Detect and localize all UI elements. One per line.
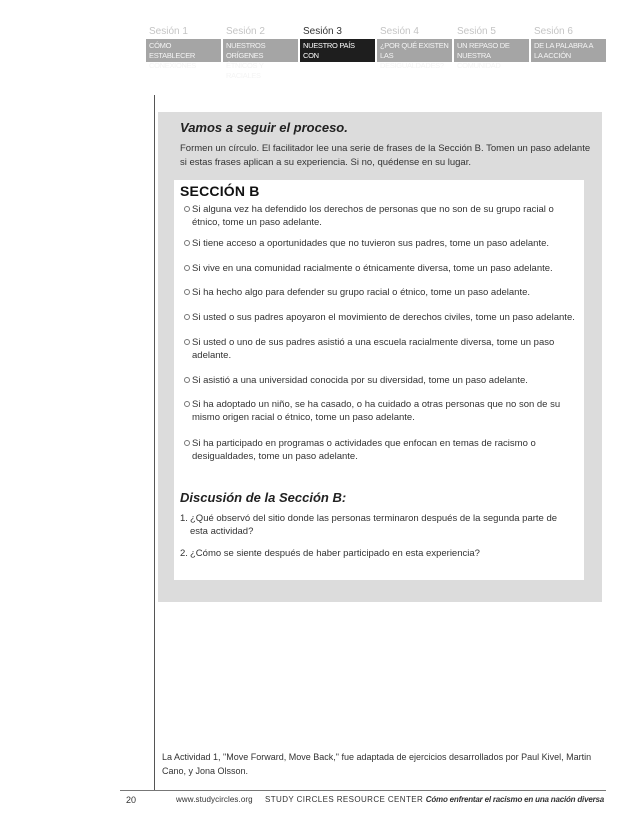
circle-bullet-icon bbox=[184, 206, 190, 212]
session-title: CÓMO ESTABLECER CONEXIONES bbox=[146, 39, 221, 62]
question-text: ¿Cómo se siente después de haber participado en esta experiencia? bbox=[190, 548, 480, 559]
page-footer bbox=[120, 793, 606, 807]
session-tab-6 bbox=[531, 25, 606, 62]
footer-rule bbox=[120, 790, 606, 791]
list-item-text: Si ha participado en programas o actividades que enfocan en temas de racismo o desigualdades, tome un paso adelante. bbox=[192, 438, 536, 462]
session-nav bbox=[146, 25, 606, 80]
list-item bbox=[184, 262, 576, 275]
circle-bullet-icon bbox=[184, 339, 190, 345]
discussion-heading: Discusión de la Sección B: bbox=[180, 490, 347, 505]
session-title: DE LA PALABRA A LA ACCIÓN bbox=[531, 39, 606, 62]
circle-bullet-icon bbox=[184, 401, 190, 407]
circle-bullet-icon bbox=[184, 377, 190, 383]
list-item bbox=[184, 311, 576, 324]
list-item-text: Si usted o uno de sus padres asistió a una escuela racialmente diversa, tome un paso adelante. bbox=[192, 337, 555, 361]
question-number: 1. bbox=[180, 513, 188, 524]
session-tab-2 bbox=[223, 25, 298, 80]
panel-intro: Formen un círculo. El facilitador lee una serie de frases de la Sección B. Tomen un paso adelante si estas frases aplican a su experiencia. Si no, quédense en su lugar. bbox=[180, 143, 591, 168]
list-item-text: Si ha hecho algo para defender su grupo racial o étnico, tome un paso adelante. bbox=[192, 287, 531, 298]
circle-bullet-icon bbox=[184, 289, 190, 295]
list-item-text: Si vive en una comunidad racialmente o étnicamente diversa, tome un paso adelante. bbox=[192, 263, 553, 274]
circle-bullet-icon bbox=[184, 265, 190, 271]
discussion-question bbox=[180, 547, 572, 560]
activity-panel bbox=[158, 112, 602, 602]
section-b-box bbox=[174, 180, 584, 580]
question-text: ¿Qué observó del sitio donde las personas terminaron después de la segunda parte de esta actividad? bbox=[190, 513, 558, 537]
footnote: La Actividad 1, "Move Forward, Move Back," fue adaptada de ejercicios desarrollados por Paul Kivel, Martin Cano, y Jona Olsson. bbox=[162, 752, 592, 776]
list-item-text: Si alguna vez ha defendido los derechos de personas que no son de su grupo racial o étnico, tome un paso adelante. bbox=[192, 204, 554, 228]
session-label: Sesión 6 bbox=[534, 26, 573, 37]
session-label: Sesión 3 bbox=[303, 26, 342, 37]
panel-heading: Vamos a seguir el proceso. bbox=[180, 120, 348, 135]
circle-bullet-icon bbox=[184, 240, 190, 246]
list-item-text: Si tiene acceso a oportunidades que no tuvieron sus padres, tome un paso adelante. bbox=[192, 238, 550, 249]
list-item bbox=[184, 203, 576, 229]
list-item bbox=[184, 398, 576, 424]
page-number: 20 bbox=[126, 795, 137, 805]
session-label: Sesión 1 bbox=[149, 26, 188, 37]
session-tab-4 bbox=[377, 25, 452, 70]
session-title: ¿POR QUÉ EXISTEN LAS DESIGUALDADES? bbox=[377, 39, 452, 62]
list-item bbox=[184, 437, 576, 463]
session-tab-5 bbox=[454, 25, 529, 70]
list-item bbox=[184, 374, 576, 387]
circle-bullet-icon bbox=[184, 314, 190, 320]
session-label: Sesión 4 bbox=[380, 26, 419, 37]
session-label: Sesión 5 bbox=[457, 26, 496, 37]
list-item-text: Si asistió a una universidad conocida por su diversidad, tome un paso adelante. bbox=[192, 375, 528, 386]
session-title: NUESTRO PAÍS CON DESIGUALDADES bbox=[300, 39, 375, 62]
circle-bullet-icon bbox=[184, 440, 190, 446]
margin-line bbox=[154, 95, 155, 791]
footer-url: www.studycircles.org bbox=[176, 795, 253, 804]
list-item bbox=[184, 336, 576, 362]
list-item-text: Si usted o sus padres apoyaron el movimiento de derechos civiles, tome un paso adelante. bbox=[192, 312, 575, 323]
footer-guide-title: Cómo enfrentar el racismo en una nación diversa bbox=[425, 795, 604, 804]
list-item bbox=[184, 237, 576, 250]
list-item-text: Si ha adoptado un niño, se ha casado, o ha cuidado a otras personas que no son de su mismo origen racial o étnico, tome un paso adelante. bbox=[192, 399, 561, 423]
session-tab-1 bbox=[146, 25, 221, 70]
question-number: 2. bbox=[180, 548, 188, 559]
session-title: NUESTROS ORÍGENES ÉTNICOS Y RACIALES bbox=[223, 39, 298, 62]
footer-organization: STUDY CIRCLES RESOURCE CENTER bbox=[265, 795, 424, 804]
session-tab-3-active bbox=[300, 25, 375, 70]
session-label: Sesión 2 bbox=[226, 26, 265, 37]
section-title: SECCIÓN B bbox=[180, 183, 260, 199]
discussion-question bbox=[180, 512, 572, 538]
session-title: UN REPASO DE NUESTRA COMUNIDAD bbox=[454, 39, 529, 62]
list-item bbox=[184, 286, 576, 299]
